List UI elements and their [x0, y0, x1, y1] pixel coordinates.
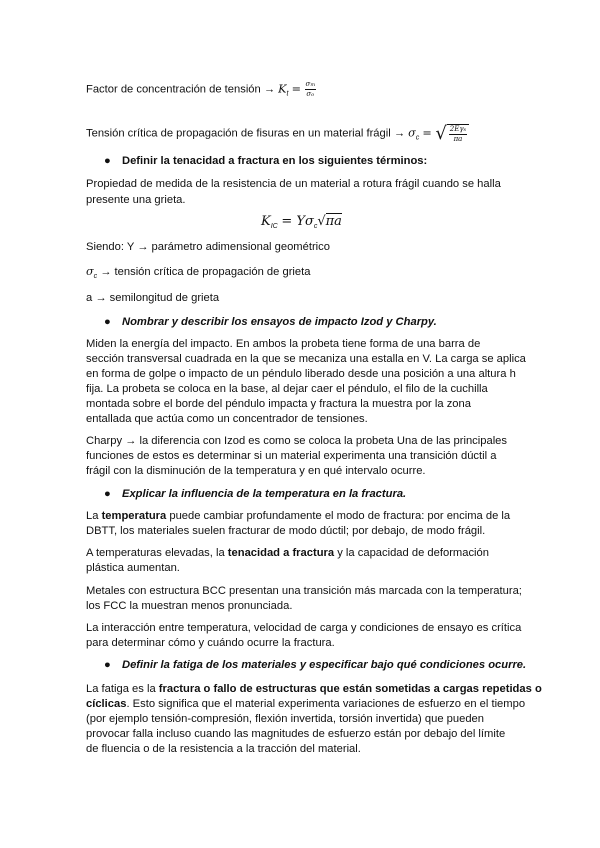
temperature-para1-line1: La temperatura puede cambiar profundamente el modo de fractura: por encima de la	[86, 510, 511, 522]
sigma-c-symbol: σ	[408, 126, 416, 140]
where-y-line: Siendo: Y → parámetro adimensional geométrico	[86, 241, 330, 253]
bullet-icon: ●	[104, 659, 111, 671]
impact-para1-line: fija. La probeta se coloca en la base, al dejar caer el péndulo, el filo de la cuchilla	[86, 383, 488, 395]
fracture-toughness-formula: $K_{IC} = Y\sigma_c√\pi a$	[261, 214, 342, 230]
kt-symbol: K	[278, 82, 287, 96]
kt-subscript: t	[286, 90, 289, 98]
temperature-heading: ● Explicar la influencia de la temperatura en la fractura.	[104, 488, 407, 500]
impact-para1-line: sección transversal cuadrada en la que se mecaniza una estalla en V. La carga se aplica	[86, 353, 526, 365]
bullet-icon: ●	[104, 155, 111, 167]
critical-stress-root: √ $\frac{\text{2Eγs}}{\pi a}$	[435, 124, 469, 143]
toughness-definition-line1: Propiedad de medida de la resistencia de un material a rotura frágil cuando se halla	[86, 178, 501, 190]
temperature-para3-line: los FCC la muestran menos pronunciada.	[86, 600, 293, 612]
temperature-para2-line2: plástica aumentan.	[86, 562, 180, 574]
fatigue-para-line: provocar falla incluso cuando las magnitudes de esfuerzo están por debajo del límite	[86, 728, 506, 740]
impact-para1-line: en forma de golpe o impacto de un péndulo liberado desde una posición a una altura h	[86, 368, 516, 380]
charpy-para-line: frágil con la disminución de la temperatura y en qué intervalo ocurre.	[86, 465, 426, 477]
impact-para1-line: montada sobre el borde del péndulo impacta y fractura la muestra por la zona	[86, 398, 471, 410]
stress-concentration-line: Factor de concentración de tensión → $K_t$ = $\frac{\sigma m}{\sigma o}$	[86, 80, 316, 98]
charpy-para-line: Charpy → la diferencia con Izod es como se coloca la probeta Una de las principales	[86, 435, 508, 447]
temperature-para4-line: para determinar cómo y cuándo ocurre la fractura.	[86, 637, 335, 649]
impact-para1-line: entallada que actúa como un concentrador de tensiones.	[86, 413, 368, 425]
fatigue-para-line: (por ejemplo tensión-compresión, flexión invertida, torsión invertida) que pueden	[86, 713, 484, 725]
fatigue-heading: ● Definir la fatiga de los materiales y especificar bajo qué condiciones ocurre.	[104, 659, 527, 671]
critical-stress-label: Tensión crítica de propagación de fisuras en un material frágil →	[86, 127, 406, 140]
temperature-para2-line1: A temperaturas elevadas, la tenacidad a fractura y la capacidad de deformación	[86, 547, 489, 559]
impact-para1-line: Miden la energía del impacto. En ambos la probeta tiene forma de una barra de	[86, 338, 481, 350]
fatigue-para-line: de fluencia o de la resistencia a la tracción del material.	[86, 743, 361, 755]
charpy-para-line: funciones de estos es determinar si un material experimenta una transición dúctil a	[86, 450, 497, 462]
temperature-para1-line2: DBTT, los materiales suelen fracturar de modo dúctil; por debajo, de modo frágil.	[86, 525, 486, 537]
toughness-heading: ● Definir la tenacidad a fractura en los siguientes términos:	[104, 155, 428, 167]
critical-stress-line: Tensión crítica de propagación de fisuras en un material frágil → $\sigma_c$ = √ $\frac{\text{2Eγs}}{\pi a}$	[86, 124, 469, 145]
stress-ratio-fraction: $\frac{\sigma m}{\sigma o}$	[305, 80, 316, 98]
temperature-para4-line: La interacción entre temperatura, velocidad de carga y condiciones de ensayo es crítica	[86, 622, 522, 634]
fatigue-para-line1: La fatiga es la fractura o fallo de estructuras que están sometidas a cargas repetidas o	[86, 683, 542, 695]
where-sigma-line: $\sigma_c$ → tensión crítica de propagación de grieta	[86, 265, 311, 280]
temperature-para3-line: Metales con estructura BCC presentan una transición más marcada con la temperatura;	[86, 585, 522, 597]
fatigue-para-line2: cíclicas. Esto significa que el material experimenta variaciones de esfuerzo en el tiempo	[86, 698, 526, 710]
where-a-line: a → semilongitud de grieta	[86, 292, 220, 304]
bullet-icon: ●	[104, 316, 111, 328]
stress-concentration-label: Factor de concentración de tensión →	[86, 83, 276, 96]
toughness-definition-line2: presente una grieta.	[86, 194, 186, 206]
bullet-icon: ●	[104, 488, 111, 500]
document-page	[86, 0, 542, 848]
impact-heading: ● Nombrar y describir los ensayos de impacto Izod y Charpy.	[104, 316, 437, 328]
